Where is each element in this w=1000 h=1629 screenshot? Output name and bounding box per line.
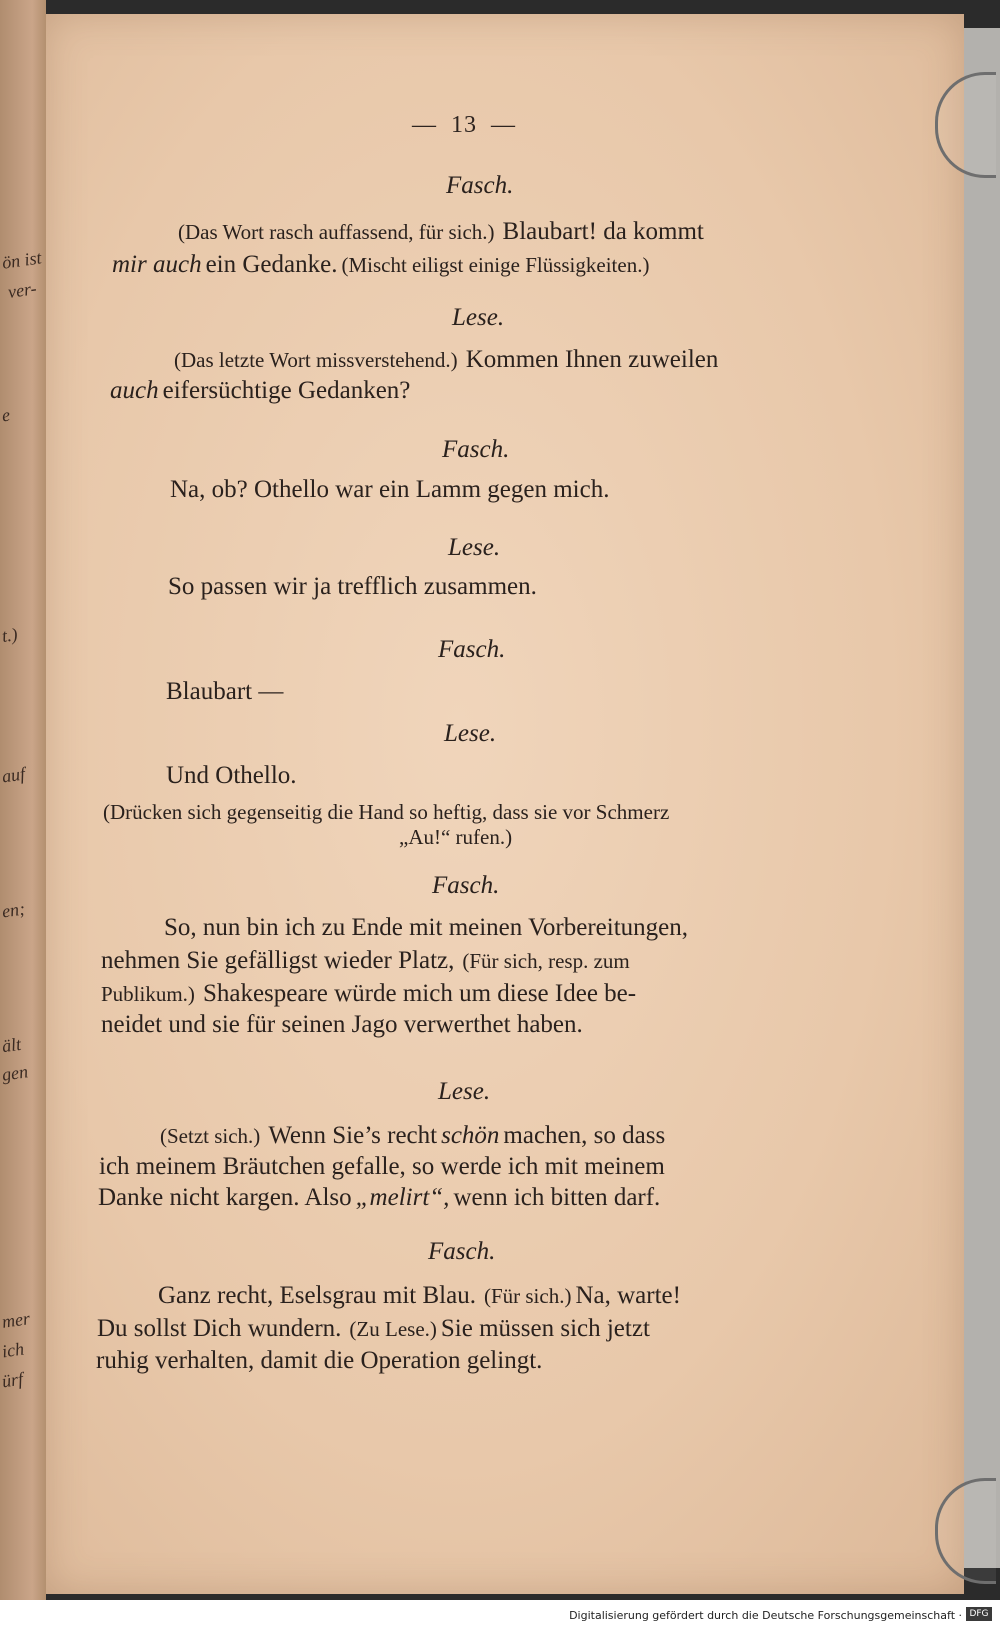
speaker-name: Fasch. <box>446 172 514 199</box>
text-line: So, nun bin ich zu Ende mit meinen Vorbereitungen, <box>164 914 688 941</box>
margin-fragment: e <box>0 404 12 426</box>
margin-fragment: ön ist <box>0 247 43 273</box>
text-line: Publikum.) Shakespeare würde mich um diese Idee be- <box>101 980 637 1007</box>
text-line: Du sollst Dich wundern. (Zu Lese.) Sie müssen sich jetzt <box>97 1315 650 1342</box>
margin-fragment: ich <box>0 1338 26 1362</box>
text-line: ich meinem Bräutchen gefalle, so werde ich mit meinem <box>99 1153 665 1180</box>
page-number: — 13 — <box>412 112 516 138</box>
text-line: neidet und sie für seinen Jago verwerthet haben. <box>101 1011 583 1038</box>
speaker-name: Fasch. <box>432 872 500 899</box>
speaker-name: Lese. <box>448 534 501 561</box>
text-line: So passen wir ja trefflich zusammen. <box>168 573 537 600</box>
speaker-name: Lese. <box>444 720 497 747</box>
speaker-name: Lese. <box>452 304 505 331</box>
text-line: auch eifersüchtige Gedanken? <box>110 377 411 404</box>
funding-credit: Digitalisierung gefördert durch die Deutsche Forschungsgemeinschaft · <box>569 1609 962 1622</box>
margin-fragment: ver- <box>6 278 38 302</box>
backing-board <box>964 28 1000 1568</box>
text-line: ruhig verhalten, damit die Operation gelingt. <box>96 1347 543 1374</box>
text-line: mir auch ein Gedanke. (Mischt eiligst einige Flüssigkeiten.) <box>112 251 650 278</box>
stage-direction: „Au!“ rufen.) <box>399 825 513 849</box>
text-line: Ganz recht, Eselsgrau mit Blau. (Für sich.) Na, warte! <box>158 1282 681 1309</box>
speaker-name: Fasch. <box>442 436 510 463</box>
text-line: (Das letzte Wort missverstehend.) Kommen Ihnen zuweilen <box>174 346 719 373</box>
adjacent-page-strip <box>0 0 46 1600</box>
margin-fragment: gen <box>0 1061 30 1085</box>
speaker-name: Lese. <box>438 1078 491 1105</box>
speaker-name: Fasch. <box>428 1238 496 1265</box>
text-line: Danke nicht kargen. Also „melirt“, wenn ich bitten darf. <box>98 1184 661 1211</box>
margin-fragment: auf <box>0 763 27 787</box>
text-line: Und Othello. <box>166 762 297 789</box>
margin-fragment: t.) <box>0 624 19 646</box>
margin-fragment: ält <box>0 1033 23 1057</box>
margin-fragment: mer <box>0 1308 32 1332</box>
text-line: Na, ob? Othello war ein Lamm gegen mich. <box>170 476 610 503</box>
stage-direction: (Drücken sich gegenseitig die Hand so heftig, dass sie vor Schmerz <box>103 800 670 824</box>
text-line: nehmen Sie gefälligst wieder Platz, (Für sich, resp. zum <box>101 947 630 974</box>
text-line: (Das Wort rasch auffassend, für sich.) Blaubart! da kommt <box>178 218 704 245</box>
text-line: Blaubart — <box>166 678 284 705</box>
margin-fragment: ürf <box>0 1368 25 1392</box>
footer-bar <box>0 1600 1000 1629</box>
speaker-name: Fasch. <box>438 636 506 663</box>
margin-fragment: en; <box>0 898 27 922</box>
text-line: (Setzt sich.) Wenn Sie’s recht schön machen, so dass <box>160 1122 666 1149</box>
dfg-logo: DFG <box>966 1607 992 1621</box>
